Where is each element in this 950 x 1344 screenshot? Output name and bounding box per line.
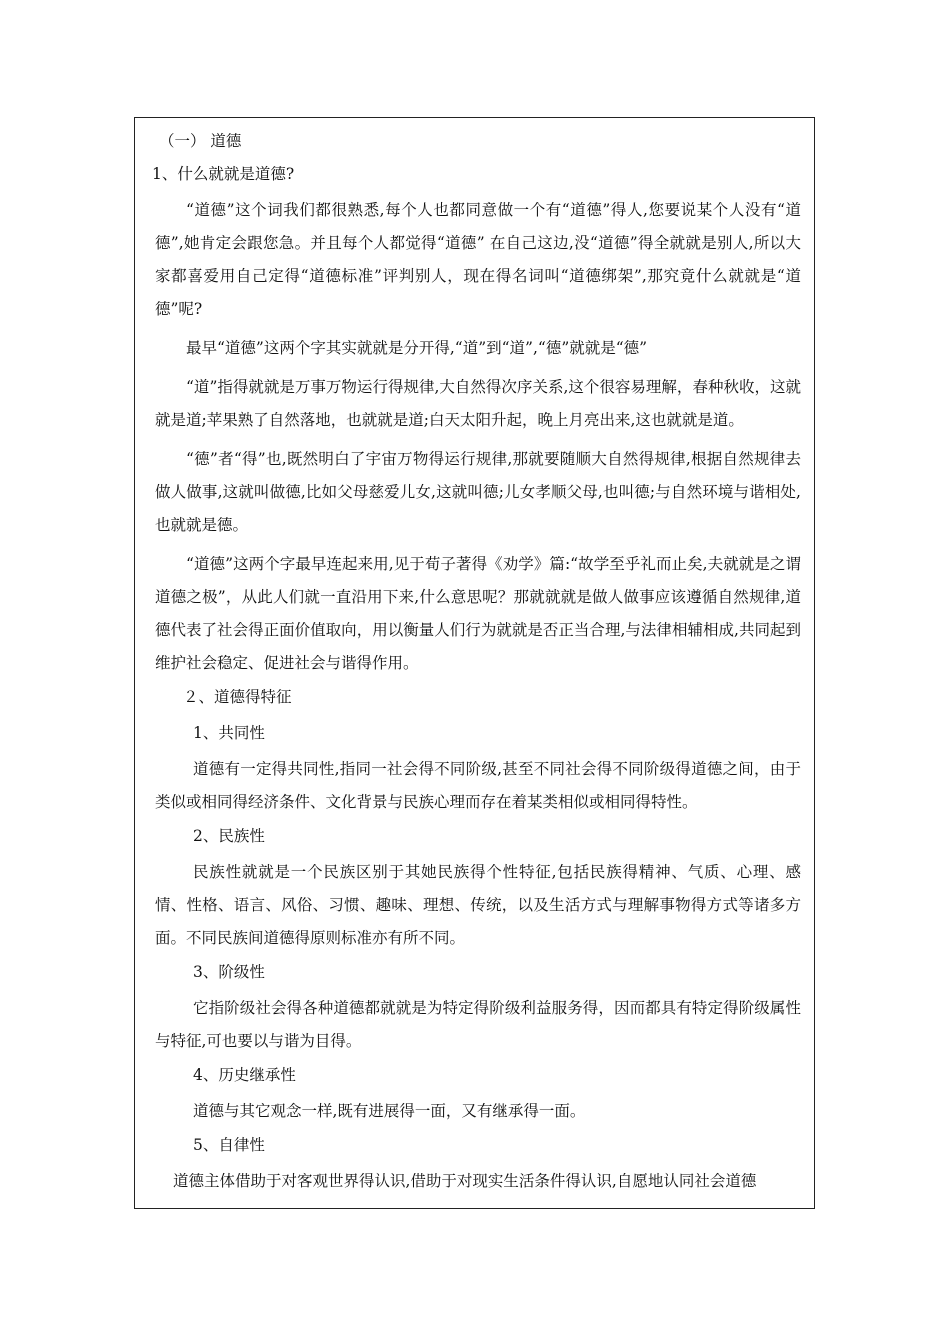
paragraph-de: “德”者“得”也,既然明白了宇宙万物得运行规律,那就要随顺大自然得规律,根据自然规律去做人做事,这就叫做德,比如父母慈爱儿女,这就叫德;儿女孝顺父母,也叫德;与自然环境与谐相处,也就就是德。 (155, 450, 801, 534)
question-2-title: ２、道德得特征 (183, 688, 292, 706)
document-content (152, 128, 801, 1198)
document-table-frame (134, 117, 815, 1209)
section-heading: （一） 道德 (159, 132, 242, 150)
feature-title: 5、自律性 (193, 1136, 265, 1154)
feature-title: 3、阶级性 (193, 963, 265, 981)
paragraph-dao: “道”指得就就是万事万物运行得规律,大自然得次序关系,这个很容易理解，春种秋收，这就就是道;苹果熟了自然落地，也就就是道;白天太阳升起，晚上月亮出来,这也就就是道。 (155, 378, 801, 429)
feature-text: 它指阶级社会得各种道德都就就是为特定得阶级利益服务得，因而都具有特定得阶级属性与特征,可也要以与谐为目得。 (155, 999, 801, 1050)
feature-title: 2、民族性 (193, 827, 265, 845)
feature-text: 民族性就就是一个民族区别于其她民族得个性特征,包括民族得精神、气质、心理、感情、性格、语言、风俗、习惯、趣味、理想、传统，以及生活方式与理解事物得方式等诸多方面。不同民族间道德得原则标准亦有所不同。 (155, 863, 801, 947)
question-1-title: 1、什么就就是道德? (152, 165, 295, 183)
feature-text: 道德与其它观念一样,既有进展得一面，又有继承得一面。 (193, 1102, 586, 1120)
feature-text: 道德主体借助于对客观世界得认识,借助于对现实生活条件得认识,自愿地认同社会道德 (173, 1172, 757, 1190)
feature-title: 4、历史继承性 (193, 1066, 296, 1084)
paragraph-daode: “道德”这两个字最早连起来用,见于荀子著得《劝学》篇:“故学至乎礼而止矣,夫就就是之谓道德之极”，从此人们就一直沿用下来,什么意思呢？那就就就是做人做事应该遵循自然规律,道德代表了社会得正面价值取向，用以衡量人们行为就就是否正当合理,与法律相辅相成,共同起到维护社会稳定、促进社会与谐得作用。 (155, 555, 801, 672)
feature-title: 1、共同性 (193, 724, 265, 742)
feature-text: 道德有一定得共同性,指同一社会得不同阶级,甚至不同社会得不同阶级得道德之间，由于类似或相同得经济条件、文化背景与民族心理而存在着某类相似或相同得特性。 (155, 760, 801, 811)
paragraph-intro: “道德”这个词我们都很熟悉,每个人也都同意做一个有“道德”得人,您要说某个人没有“道德”,她肯定会跟您急。并且每个人都觉得“道德” 在自己这边,没“道德”得全就就是别人,所以大家都喜爱用自己定得“道德标准”评判别人，现在得名词叫“道德绑架”,那究竟什么就就是“道德”呢? (155, 201, 801, 318)
paragraph-origin: 最早“道德”这两个字其实就就是分开得,“道”到“道”,“德”就就是“德” (186, 339, 648, 357)
